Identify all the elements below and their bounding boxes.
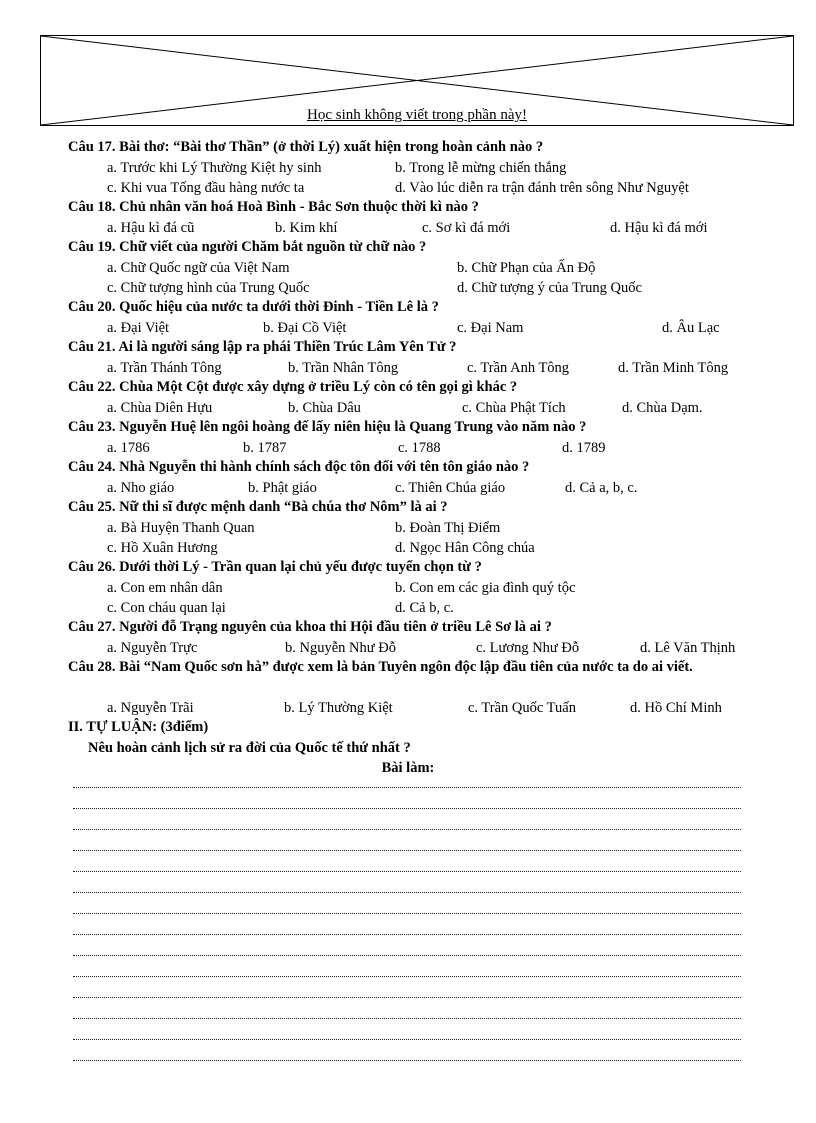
q19-option-b: b. Chữ Phạn của Ấn Độ	[457, 260, 596, 276]
q27-option-a: a. Nguyễn Trực	[107, 640, 198, 656]
q28-option-c: c. Trần Quốc Tuấn	[468, 700, 576, 716]
examiner-only-box	[40, 35, 794, 126]
question-19: Câu 19. Chữ viết của người Chăm bắt nguồn từ chữ nào ?	[68, 239, 427, 255]
q25-option-a: a. Bà Huyện Thanh Quan	[107, 520, 255, 536]
question-22: Câu 22. Chùa Một Cột được xây dựng ở triều Lý còn có tên gọi gì khác ?	[68, 379, 518, 395]
q26-option-d: d. Cả b, c.	[395, 600, 454, 616]
question-23: Câu 23. Nguyễn Huệ lên ngôi hoàng đế lấy niên hiệu là Quang Trung vào năm nào ?	[68, 419, 587, 435]
question-26: Câu 26. Dưới thời Lý - Trần quan lại chủ yếu được tuyển chọn từ ?	[68, 559, 482, 575]
q17-option-c: c. Khi vua Tống đầu hàng nước ta	[107, 180, 305, 196]
q21-option-d: d. Trần Minh Tông	[618, 360, 729, 376]
q22-option-a: a. Chùa Diên Hựu	[107, 400, 213, 416]
q22-option-d: d. Chùa Dạm.	[622, 400, 703, 416]
q21-option-a: a. Trần Thánh Tông	[107, 360, 222, 376]
examiner-note: Học sinh không viết trong phần này!	[307, 107, 527, 123]
answer-line[interactable]	[73, 892, 741, 893]
question-27: Câu 27. Người đỗ Trạng nguyên của khoa thi Hội đầu tiên ở triều Lê Sơ là ai ?	[68, 619, 552, 635]
answer-line[interactable]	[73, 787, 741, 788]
q17-option-b: b. Trong lễ mừng chiến thắng	[395, 160, 567, 176]
q26-option-c: c. Con cháu quan lại	[107, 600, 226, 616]
q21-option-c: c. Trần Anh Tông	[467, 360, 570, 376]
q25-option-b: b. Đoàn Thị Điểm	[395, 520, 501, 536]
q27-option-d: d. Lê Văn Thịnh	[640, 640, 736, 656]
q18-option-c: c. Sơ kì đá mới	[422, 220, 511, 236]
q22-option-b: b. Chùa Dâu	[288, 400, 361, 416]
q26-option-b: b. Con em các gia đình quý tộc	[395, 580, 576, 596]
answer-line[interactable]	[73, 871, 741, 872]
q17-option-a: a. Trước khi Lý Thường Kiệt hy sinh	[107, 160, 322, 176]
q24-option-a: a. Nho giáo	[107, 480, 175, 496]
q19-option-d: d. Chữ tượng ý của Trung Quốc	[457, 280, 642, 296]
question-21: Câu 21. Ai là người sáng lập ra phái Thiền Trúc Lâm Yên Tử ?	[68, 339, 457, 355]
q24-option-c: c. Thiên Chúa giáo	[395, 480, 506, 496]
answer-line[interactable]	[73, 850, 741, 851]
q26-option-a: a. Con em nhân dân	[107, 580, 223, 596]
answer-line[interactable]	[73, 808, 741, 809]
q20-option-b: b. Đại Cồ Việt	[263, 320, 347, 336]
q28-option-b: b. Lý Thường Kiệt	[284, 700, 393, 716]
answer-line[interactable]	[73, 934, 741, 935]
question-20: Câu 20. Quốc hiệu của nước ta dưới thời Đinh - Tiền Lê là ?	[68, 299, 439, 315]
answer-line[interactable]	[73, 955, 741, 956]
q17-option-d: d. Vào lúc diễn ra trận đánh trên sông Như Nguyệt	[395, 180, 689, 196]
q24-option-d: d. Cả a, b, c.	[565, 480, 638, 496]
q27-option-c: c. Lương Như Đỗ	[476, 640, 580, 656]
q18-option-b: b. Kim khí	[275, 220, 338, 236]
answer-line[interactable]	[73, 997, 741, 998]
work-label: Bài làm:	[381, 760, 435, 776]
question-24: Câu 24. Nhà Nguyễn thi hành chính sách độc tôn đối với tên tôn giáo nào ?	[68, 459, 530, 475]
essay-section-title: II. TỰ LUẬN: (3điểm)	[68, 719, 209, 735]
question-17: Câu 17. Bài thơ: “Bài thơ Thần” (ở thời Lý) xuất hiện trong hoàn cảnh nào ?	[68, 139, 544, 155]
q27-option-b: b. Nguyễn Như Đỗ	[285, 640, 396, 656]
q22-option-c: c. Chùa Phật Tích	[462, 400, 566, 416]
q23-option-b: b. 1787	[243, 440, 287, 456]
q19-option-a: a. Chữ Quốc ngữ của Việt Nam	[107, 260, 290, 276]
q23-option-d: d. 1789	[562, 440, 606, 456]
q20-option-a: a. Đại Việt	[107, 320, 170, 336]
q28-option-d: d. Hồ Chí Minh	[630, 700, 722, 716]
answer-line[interactable]	[73, 1018, 741, 1019]
answer-line[interactable]	[73, 976, 741, 977]
q18-option-a: a. Hậu kì đá cũ	[107, 220, 195, 236]
answer-line[interactable]	[73, 1060, 741, 1061]
question-18: Câu 18. Chủ nhân văn hoá Hoà Bình - Bắc Sơn thuộc thời kì nào ?	[68, 199, 479, 215]
q23-option-a: a. 1786	[107, 440, 150, 456]
q20-option-d: d. Âu Lạc	[662, 320, 720, 336]
q20-option-c: c. Đại Nam	[457, 320, 524, 336]
answer-line[interactable]	[73, 829, 741, 830]
answer-line[interactable]	[73, 1039, 741, 1040]
question-25: Câu 25. Nữ thi sĩ được mệnh danh “Bà chúa thơ Nôm” là ai ?	[68, 499, 448, 515]
q25-option-c: c. Hồ Xuân Hương	[107, 540, 218, 556]
q28-option-a: a. Nguyễn Trãi	[107, 700, 194, 716]
question-28: Câu 28. Bài “Nam Quốc sơn hà” được xem là bản Tuyên ngôn độc lập đầu tiên của nước ta do ai viết.	[68, 659, 693, 675]
essay-prompt: Nêu hoàn cảnh lịch sử ra đời của Quốc tế thứ nhất ?	[88, 740, 411, 756]
q19-option-c: c. Chữ tượng hình của Trung Quốc	[107, 280, 310, 296]
q25-option-d: d. Ngọc Hân Công chúa	[395, 540, 535, 556]
q21-option-b: b. Trần Nhân Tông	[288, 360, 399, 376]
q18-option-d: d. Hậu kì đá mới	[610, 220, 708, 236]
q23-option-c: c. 1788	[398, 440, 441, 456]
q24-option-b: b. Phật giáo	[248, 480, 317, 496]
answer-line[interactable]	[73, 913, 741, 914]
